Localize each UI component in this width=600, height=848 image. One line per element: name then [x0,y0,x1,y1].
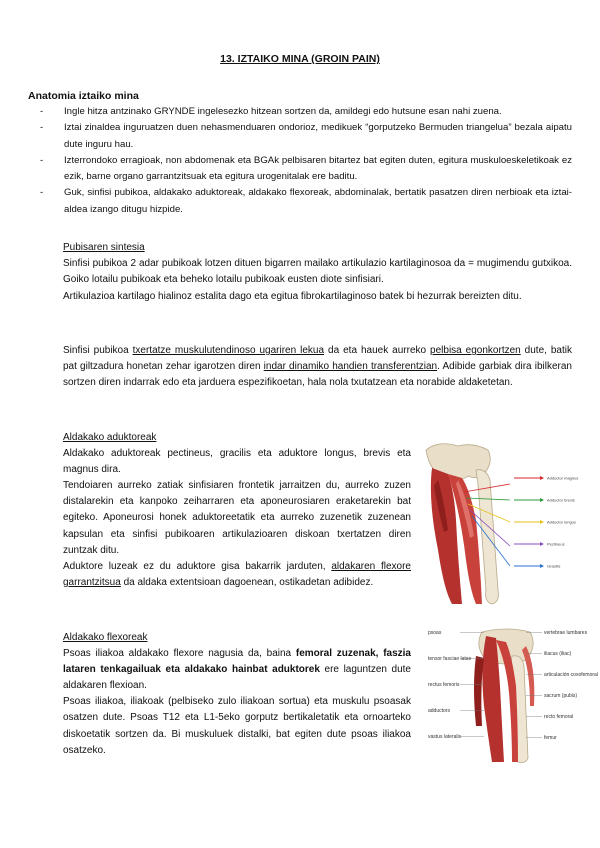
paragraph: Aldakako aduktoreak pectineus, gracilis eta aduktore longus, brevis eta magnus dira. [63,448,411,476]
figure-label: vertebrae lumbares [544,630,588,636]
figure-label: recto femoral [544,714,574,720]
list-item: - Iztai zinaldea inguruatzen duen nehasmenduaren ondorioz, medikuek “gorputzeko Bermuden triangelua” bezala aipatu dute inguru hau. [40,122,572,150]
paragraph: Tendoiaren aurreko zatiak sinfisiaren frontetik jarraitzen du, aurreko zuzen distalarekin eta kanpoko zeiharraren eta aponeurosiaren eraketarekin bat egiteko. Aponeurosi honek aduktoreetatik eta aurreko zuzenetik zuzenean kapsulan eta sinfisi pubikoaren artikulazioaren diskoan txertatzen diren zuntzak ditu. [63,480,411,556]
legend-arrowhead [540,564,544,568]
paragraph: Psoas iliakoa, iliakoak (pelbiseko zulo iliakoan sortua) eta muskulu psoasak osatzen dute. Psoas T12 eta L1-5eko gorputz bertikaletatik eta ornoarteko diskoetatik sortzen da. Bi muskuluek distalki, bat egiten dute psoas iliakoa osatzeko. [63,696,411,756]
subheading-flexors: Aldakako flexoreak [63,632,148,643]
page-title: 13. IZTAIKO MINA (GROIN PAIN) [220,53,380,65]
legend-item [514,476,578,481]
adductors-legend [512,474,592,574]
legend-arrowhead [540,476,544,480]
section-heading-anatomy: Anatomia iztaiko mina [28,90,139,102]
figure-label: tensor fasciae latae [428,656,472,662]
list-item: - Izterrondoko erragioak, non abdomenak eta BGAk pelbisaren bitartez bat egiten duten, egitura muskuloeskeletikoak ez ezik, barne organo garrantzitsuak eta egitura urogenitalak ere baditu. [40,154,572,183]
paragraph: Sinfisi pubikoa 2 adar pubikoak lotzen dituen bigarren mailako artikulazio kartilaginosoa da = mugimendu gutxikoa. Goiko lotailu pubikoak eta beheko lotailu pubikoak eusten diote sinfisiari. [63,258,572,286]
legend-arrowhead [540,498,544,502]
figure-label: sacrum (pubis) [544,693,578,699]
paragraph: Psoas iliakoa aldakako flexore nagusia da, baina femoral zuzenak, faszia lataren tenkagailuak eta aldakako hainbat aduktorek ere laguntzen dute aldakaren flexioan. [63,648,411,692]
flexors-anatomy-figure [426,626,598,766]
legend-arrowhead [540,520,544,524]
figure-label: psoas [428,630,442,636]
list-item: - Ingle hitza antzinako GRYNDE ingelesezko hitzean sortzen da, amildegi edo hutsune esan nahi zuena. [40,106,502,117]
pubis-section [63,240,572,305]
legend-item [514,520,576,525]
subheading-adductors: Aldakako aduktoreak [63,432,157,443]
bullet-list [40,104,572,218]
legend-label: Pectineus [547,541,565,547]
legend-label: Adductor brevis [547,497,575,503]
figure-label: articulación coxofemoral [544,672,598,678]
paragraph: Sinfisi pubikoa txertatze muskulutendinoso ugariren lekua da eta hauek aurreko pelbisa egonkortzen dute, batik pat giltzadura honetan zehar igarotzen diren indar dinamiko handien transferentzian. Adibide garbiak dira ibilkeran sortzen diren indarrak edo eta jarduera espezifikoetan, hala nola txutatzean eta norabide aldaketetan. [63,345,572,389]
figure-label: iliacus (iliac) [544,651,572,657]
subheading-pubis: Pubisaren sintesia [63,242,145,253]
legend-arrowhead [540,542,544,546]
legend-label: Adductor longus [547,519,576,525]
figure-label: adductors [428,708,450,714]
figure-label: vastus lateralis [428,734,462,740]
paragraph: Artikulazioa kartilago hialinoz estalita dago eta egitua fibrokartilaginoso batek bi hezurrak bereizten ditu. [63,290,522,302]
list-item: - Guk, sinfisi pubikoa, aldakako aduktoreak, aldakako flexoreak, abdominalak, bertatik pasatzen diren nerbioak eta iztai-aldea izango ditugu hizpide. [40,187,572,215]
figure-label: rectus femoris [428,682,460,688]
legend-item [514,498,575,503]
paragraph: Aduktore luzeak ez du aduktore gisa bakarrik jarduten, aldakaren flexore garrantzitsua da aldaka extentsioan dagoenean, ostikadetan adibidez. [63,560,411,588]
adductors-section [63,430,411,591]
legend-label: Adductor magnus [547,475,579,481]
legend-item [514,564,560,569]
figure-label: femur [544,735,557,741]
legend-item [514,542,565,547]
legend-label: Gracilis [547,563,561,569]
flexors-section [63,630,411,759]
